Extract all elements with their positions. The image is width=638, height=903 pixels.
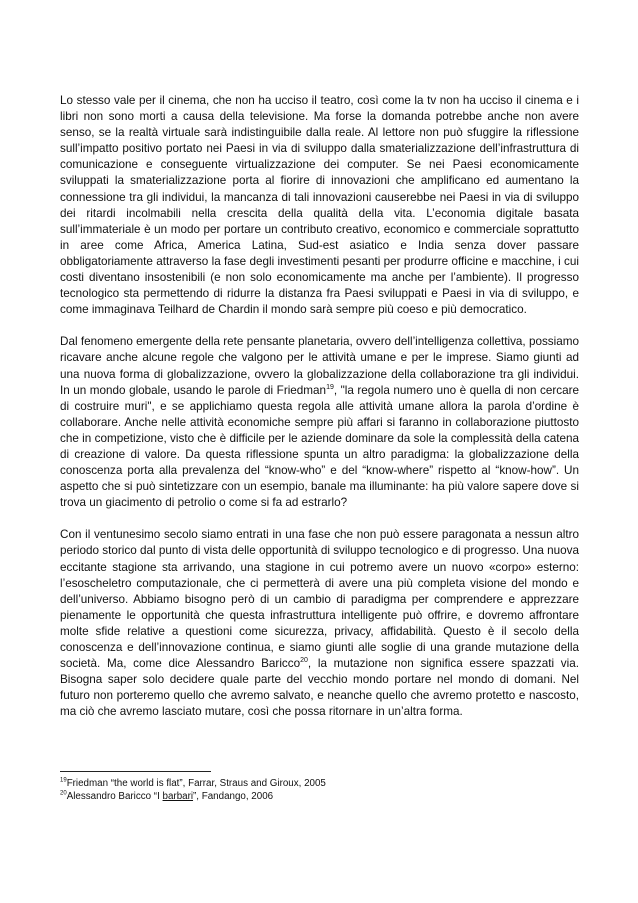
paragraph-3-text-b: , la mutazione non significa essere spazzati via. Bisogna saper solo decidere quale parte del vecchio mondo portare nel mondo di domani. Nel futuro non porteremo quello che avremo salvato, e neanche quello che avremo protetto e nascosto, ma ciò che avremo lasciato mutare, così che possa ritornare in un’altra forma. bbox=[60, 657, 579, 719]
body-text bbox=[60, 93, 579, 736]
footnote-link-barbari[interactable]: barbari bbox=[162, 791, 194, 803]
footnote-ref-20[interactable]: 20 bbox=[300, 657, 308, 665]
footnote-number: 19 bbox=[60, 777, 67, 784]
footnote-separator bbox=[60, 771, 211, 772]
footnote-text: Alessandro Baricco “I bbox=[66, 791, 163, 803]
footnote-ref-19[interactable]: 19 bbox=[326, 383, 334, 391]
footnote-text: Friedman “the world is flat”, Farrar, Straus and Giroux, 2005 bbox=[66, 778, 326, 789]
footnote-19 bbox=[60, 777, 579, 790]
paragraph-1 bbox=[60, 93, 579, 318]
paragraph-3-text-a: Con il ventunesimo secolo siamo entrati in una fase che non può essere paragonata a nessun altro periodo storico dal punto di vista delle opportunità di sviluppo tecnologico e di progresso. Una nuova eccitante stagione sta arrivando, una stagione in cui potremo avere un nuovo «corpo» esterno: l’esoscheletro computazionale, che ci permetterà di avere una più completa visione del mondo e dell’universo. Abbiamo bisogno però di un cambio di paradigma per comprendere e apprezzare pienamente le opportunità che questa infrastruttura intelligente può offrire, e dovremo affrontare molte sfide relative a questioni come sicurezza, privacy, affidabilità. Questo è il secolo della conoscenza e dell’innovazione continua, e siamo giunti alle soglie di una grande mutazione della società. Ma, come dice Alessandro Baricco bbox=[60, 528, 579, 671]
paragraph-1-text: Lo stesso vale per il cinema, che non ha ucciso il teatro, così come la tv non ha ucciso il cinema e i libri non sono morti a causa della televisione. Ma forse la domanda potrebbe anche non avere senso, se la realtà virtuale sarà indistinguibile dalla reale. Al lettore non può sfuggire la riflessione sull’impatto positivo portato nei Paesi in via di sviluppo dalla smaterializzazione dell’infrastruttura di comunicazione e conseguente virtualizzazione dei computer. Se nei Paesi economicamente sviluppati la smaterializzazione porta al fiorire di innovazioni che amplificano ed aumentano la connessione tra gli individui, la mancanza di tali innovazioni causerebbe nei Paesi in via di sviluppo dei ritardi incolmabili nella crescita della qualità della vita. L’economia digitale basata sull’immateriale è un modo per portare un contributo creativo, economico e commerciale soprattutto in aree come Africa, America Latina, Sud-est asiatico e India senza dover passare obbligatoriamente attraverso la fase degli investimenti pesanti per produrre officine e macchine, i cui costi diventano insostenibili (e non solo economicamente ma anche per l’ambiente). Il progresso tecnologico sta permettendo di ridurre la distanza fra Paesi sviluppati e Paesi in via di sviluppo, e come immaginava Teilhard de Chardin il mondo sarà sempre più coeso e più democratico. bbox=[60, 94, 579, 317]
footnote-number: 20 bbox=[60, 791, 67, 798]
paragraph-3 bbox=[60, 527, 579, 720]
paragraph-2 bbox=[60, 334, 579, 511]
footnotes bbox=[60, 777, 579, 804]
footnote-20 bbox=[60, 790, 579, 803]
paragraph-2-text-b: , "la regola numero uno è quella di non cercare di costruire muri", e se applichiamo questa regola alle attività umane allora la parola d’ordine è collaborare. Anche nelle attività economiche sempre più affari si faranno in collaborazione piuttosto che in competizione, visto che è difficile per le aziende dominare da sole la complessità della catena di creazione di valore. Da questa riflessione spunta un altro paradigma: la globalizzazione della conoscenza porta alla prevalenza del “know-who” e del “know-where” rispetto al “know-how”. Un aspetto che si può sintetizzare con un esempio, banale ma illuminante: ha più valore sapere dove si trova un giacimento di petrolio o come si fa ad estrarlo? bbox=[60, 383, 579, 510]
paragraph-2-text-a: Dal fenomeno emergente della rete pensante planetaria, ovvero dell’intelligenza collettiva, possiamo ricavare anche alcune regole che valgono per le attività umane e per le imprese. Siamo giunti ad una nuova forma di globalizzazione, ovvero la globalizzazione della collaborazione tra gli individui. In un mondo globale, usando le parole di Friedman bbox=[60, 335, 579, 397]
footnote-text-end: ”, Fandango, 2006 bbox=[193, 791, 274, 803]
